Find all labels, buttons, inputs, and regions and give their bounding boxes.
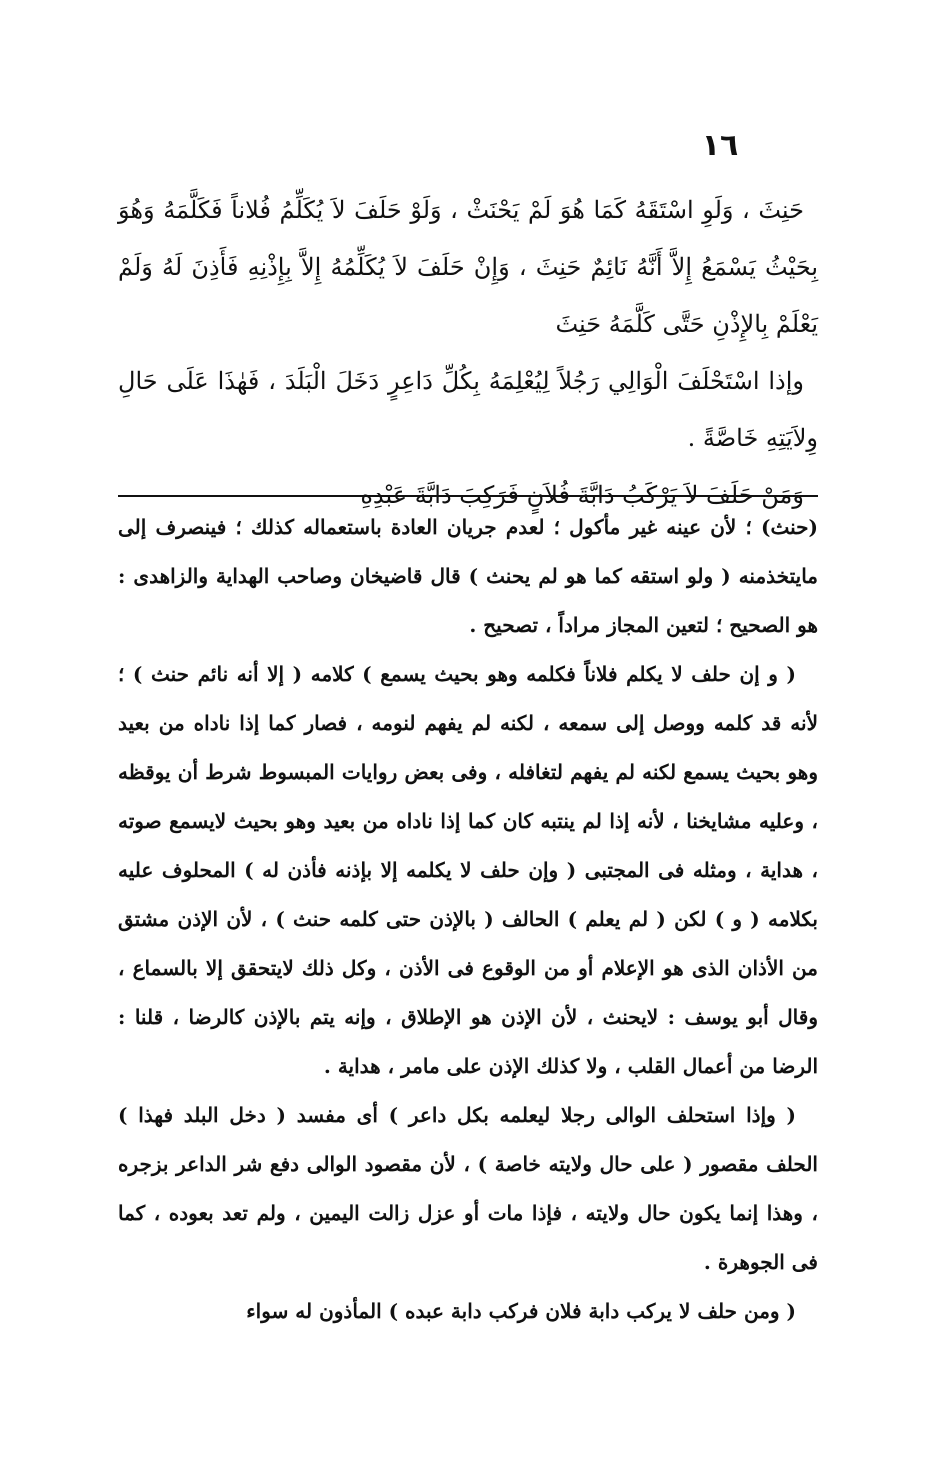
page-number: ١٦ — [701, 128, 739, 163]
commentary-paragraph: ( ومن حلف لا يركب دابة فلان فركب دابة عبده ) المأذون له سواء — [246, 1299, 796, 1323]
commentary-paragraph: ( و إن حلف لا يكلم فلاناً فكلمه وهو بحيث يسمع ) كلامه ( إلا أنه نائم حنث ) ؛ لأنه قد كلمه ووصل إلى سمعه ، لكنه لم يفهم لنومه ، فصار كما إذا ناداه من بعيد وهو بحيث يسمع لكنه لم يفهم لتغافله ، وفى بعض روايات المبسوط شرط أن يوقظه ، وعليه مشايخنا ، لأنه إذا لم ينتبه كان كما إذا ناداه من بعيد وهو بحيث لايسمع صوته ، هداية ، ومثله فى المجتبى ( وإن حلف لا يكلمه إلا بإذنه فأذن له ) المحلوف عليه بكلامه ( و ) لكن ( لم يعلم ) الحالف ( بالإذن حتى كلمه حنث ) ، لأن الإذن مشتق من الأذان الذى هو الإعلام أو من الوقوع فى الأذن ، وكل ذلك لايتحقق إلا بالسماع ، وقال أبو يوسف : لايحنث ، لأن الإذن هو الإطلاق ، وإنه يتم بالإذن كالرضا ، قلنا : الرضا من أعمال القلب ، ولا كذلك الإذن على مامر ، هداية . — [118, 662, 818, 1078]
commentary-text — [118, 503, 818, 1336]
main-text-paragraph: وإذا اسْتَحْلَفَ الْوَالِي رَجُلاً لِيُعْلِمَهُ بِكُلِّ دَاعِرٍ دَخَلَ الْبَلَدَ ، فَهٰذَا عَلَى حَالِ وِلاَيَتِهِ خَاصَّةً . — [118, 367, 818, 452]
main-text — [118, 182, 818, 524]
text-separator-rule — [118, 495, 818, 497]
commentary-paragraph: (حنث) ؛ لأن عينه غير مأكول ؛ لعدم جريان العادة باستعماله كذلك ؛ فينصرف إلى مايتخذمنه ( ولو استقه كما هو لم يحنث ) قال قاضيخان وصاحب الهداية والزاهدى : هو الصحيح ؛ لتعين المجاز مراداً ، تصحيح . — [118, 515, 818, 637]
main-text-paragraph: حَنِثَ ، وَلَوِ اسْتَقَهُ كَمَا هُوَ لَمْ يَحْنَثْ ، وَلَوْ حَلَفَ لاَ يُكَلِّمُ فُلاناً فَكَلَّمَهُ وَهُوَ بِحَيْثُ يَسْمَعُ إِلاَّ أَنَّهُ نَائِمٌ حَنِثَ ، وَإِنْ حَلَفَ لاَ يُكَلِّمُهُ إِلاَّ بِإِذْنِهِ فَأَذِنَ لَهُ وَلَمْ يَعْلَمْ بِالإِذْنِ حَتَّى كَلَّمَهُ حَنِثَ — [118, 196, 818, 338]
main-text-paragraph: وَمَنْ حَلَفَ لاَ يَرْكَبُ دَابَّةَ فُلاَنٍ فَرَكِبَ دَابَّةَ عَبْدِهِ — [360, 481, 804, 509]
commentary-paragraph: ( وإذا استحلف الوالى رجلا ليعلمه بكل داعر ) أى مفسد ( دخل البلد فهذا ) الحلف مقصور ( على حال ولايته خاصة ) ، لأن مقصود الوالى دفع شر الداعر بزجره ، وهذا إنما يكون حال ولايته ، فإذا مات أو عزل زالت اليمين ، ولم تعد بعوده ، كما فى الجوهرة . — [118, 1103, 818, 1274]
